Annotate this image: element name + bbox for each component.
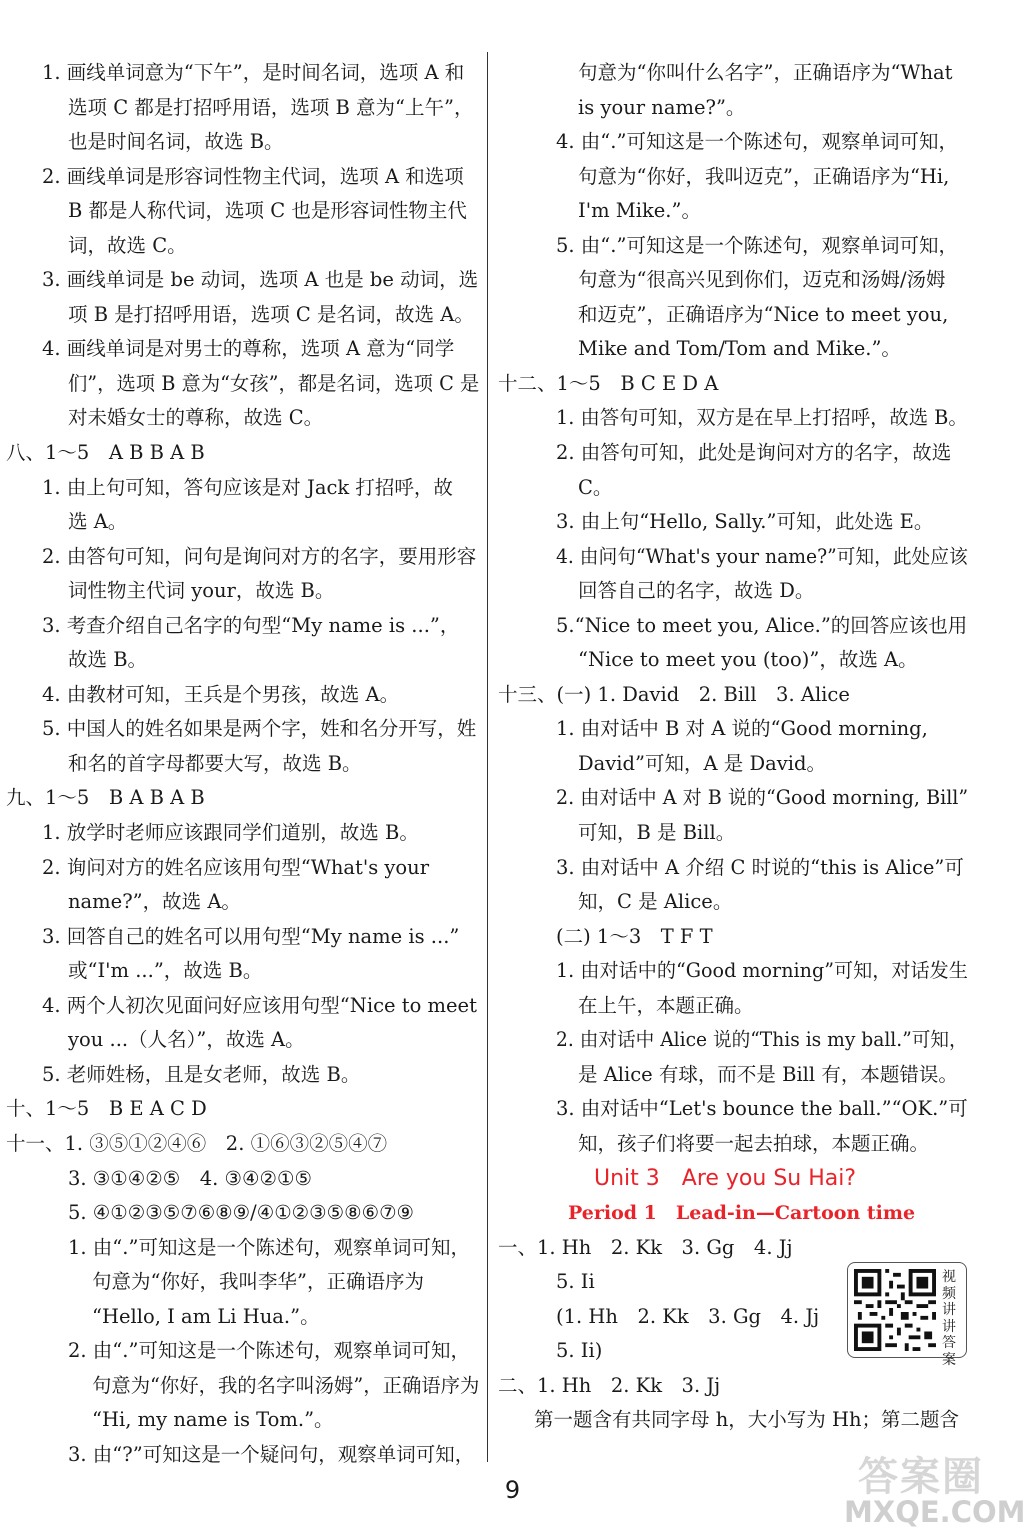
text-line [498,1196,968,1231]
line-text: 词，故选 C。 [68,233,187,257]
column-divider [487,52,488,1462]
text-line [498,160,968,195]
text-line [6,367,479,402]
text-line [498,1023,968,1058]
text-line [6,574,479,609]
line-text: “Hi, my name is Tom.”。 [92,1408,334,1432]
text-line [498,1369,968,1404]
text-line [498,1058,968,1093]
text-line [498,436,968,471]
text-line [6,885,479,920]
text-line [6,643,479,678]
text-line [6,609,479,644]
text-line [498,643,968,678]
line-text: 2. 由答句可知，问句是询问对方的名字，要用形容 [42,544,477,568]
text-line [498,367,968,402]
line-text: 九、1～5 B A B A B [6,786,205,810]
line-text: (1. Hh 2. Kk 3. Gg 4. Jj [556,1304,820,1328]
text-line [498,851,968,886]
left-column [6,56,479,1472]
line-text: 4. 由问句“What's your name?”可知，此处应该 [556,544,968,568]
line-text: 第一题含有共同字母 h，大小写为 Hh；第二题含 [534,1408,960,1432]
line-text: 选 A。 [68,510,128,534]
text-line [6,920,479,955]
text-line [498,954,968,989]
line-text: 3. ③①④②⑤ 4. ③④②①⑤ [68,1166,312,1190]
line-text: 回答自己的名字，故选 D。 [578,579,815,603]
text-line [498,574,968,609]
text-line [498,125,968,160]
text-line [6,747,479,782]
video-qr-code[interactable] [847,1262,967,1368]
line-text: 十、1～5 B E A C D [6,1097,207,1121]
text-line [498,989,968,1024]
text-line [6,1023,479,1058]
line-text: 和名的首字母都要大写，故选 B。 [68,751,362,775]
line-text: 1. 放学时老师应该跟同学们道别，故选 B。 [42,821,419,845]
text-line [6,401,479,436]
text-line [498,56,968,91]
period-title: Period 1 Lead-in—Cartoon time [568,1202,916,1225]
unit-title: Unit 3 Are you Su Hai? [594,1165,857,1191]
text-line [6,160,479,195]
text-line [6,1231,479,1266]
line-text: 2. 询问对方的姓名应该用句型“What's your [42,855,430,879]
right-column [498,56,968,1438]
line-text: is your name?”。 [578,95,746,119]
line-text: 3. 由上句“Hello, Sally.”可知，此处选 E。 [556,510,934,534]
text-line [498,1231,968,1266]
text-line [6,471,479,506]
line-text: “Hello, I am Li Hua.”。 [92,1304,320,1328]
line-text: 5. 由“.”可知这是一个陈述句，观察单词可知， [556,233,958,257]
text-line [498,1162,968,1197]
line-text: 句意为“你好，我叫迈克”，正确语序为“Hi, [578,164,950,188]
text-line [498,229,968,264]
line-text: 2. 由“.”可知这是一个陈述句，观察单词可知， [68,1339,470,1363]
text-line [498,471,968,506]
text-line [6,712,479,747]
line-text: 在上午，本题正确。 [578,993,754,1017]
line-text: David”可知，A 是 David。 [578,751,826,775]
line-text: 句意为“很高兴见到你们，迈克和汤姆/汤姆 [578,268,946,292]
text-line [6,1300,479,1335]
text-line [498,1092,968,1127]
text-line [6,505,479,540]
qr-label: 视频讲讲答案 [942,1269,956,1368]
text-line [6,1092,479,1127]
text-line [498,332,968,367]
text-line [6,194,479,229]
text-line [6,1403,479,1438]
text-line [6,1058,479,1093]
line-text: you ...（人名）”，故选 A。 [68,1028,305,1052]
text-line [6,851,479,886]
line-text: 知，孩子们将要一起去拍球，本题正确。 [578,1131,930,1155]
text-line [498,401,968,436]
line-text: 选项 C 都是打招呼用语，选项 B 意为“上午”， [68,95,474,119]
text-line [498,194,968,229]
line-text: 十三、(一) 1. David 2. Bill 3. Alice [498,682,850,706]
text-line [6,781,479,816]
text-line [6,816,479,851]
text-line [498,678,968,713]
line-text: 5. 老师姓杨，且是女老师，故选 B。 [42,1062,361,1086]
line-text: B 都是人称代词，选项 C 也是形容词性物主代 [68,199,467,223]
line-text: 项 B 是打招呼用语，选项 C 是名词，故选 A。 [68,302,474,326]
text-line [6,1334,479,1369]
line-text: 1. 由“.”可知这是一个陈述句，观察单词可知， [68,1235,470,1259]
text-line [6,954,479,989]
line-text: 句意为“你好，我的名字叫汤姆”，正确语序为 [92,1373,480,1397]
line-text: 是 Alice 有球，而不是 Bill 有，本题错误。 [578,1062,958,1086]
text-line [498,609,968,644]
line-text: 1. 由上句可知，答句应该是对 Jack 打招呼，故 [42,475,453,499]
text-line [498,91,968,126]
text-line [498,1403,968,1438]
line-text: 1. 由答句可知，双方是在早上打招呼，故选 B。 [556,406,968,430]
text-line [6,1369,479,1404]
line-text: 5. 中国人的姓名如果是两个字，姓和名分开写，姓 [42,717,477,741]
line-text: 1. 由对话中的“Good morning”可知，对话发生 [556,959,968,983]
line-text: 可知，B 是 Bill。 [578,821,736,845]
line-text: 或“I'm ...”，故选 B。 [68,959,263,983]
text-line [6,229,479,264]
text-line [6,540,479,575]
text-line [6,332,479,367]
line-text: 八、1～5 A B B A B [6,441,205,465]
line-text: 1. 由对话中 B 对 A 说的“Good morning, [556,717,928,741]
text-line [6,1162,479,1197]
text-line [6,1265,479,1300]
text-line [6,436,479,471]
watermark-logo [838,1445,1025,1531]
line-text: 故选 B。 [68,648,148,672]
text-line [498,263,968,298]
text-line [6,56,479,91]
text-line [6,298,479,333]
text-line [6,263,479,298]
text-line [6,1127,479,1162]
line-text: 2. 由答句可知，此处是询问对方的名字，故选 [556,441,952,465]
line-text: 5. Ii) [556,1339,603,1363]
qr-code-icon [854,1269,936,1351]
line-text: 们”，选项 B 意为“女孩”，都是名词，选项 C 是 [68,371,480,395]
line-text: 5.“Nice to meet you, Alice.”的回答应该也用 [556,613,968,637]
line-text: 一、1. Hh 2. Kk 3. Gg 4. Jj [498,1235,793,1259]
text-line [6,678,479,713]
line-text: I'm Mike.”。 [578,199,701,223]
line-text: 对未婚女士的尊称，故选 C。 [68,406,324,430]
text-line [6,91,479,126]
watermark-title: 答案圈 [858,1454,984,1500]
line-text: name?”，故选 A。 [68,890,241,914]
watermark-url: MXQE.COM [844,1495,1025,1529]
line-text: “Nice to meet you (too)”，故选 A。 [578,648,918,672]
text-line [498,885,968,920]
line-text: 4. 由“.”可知这是一个陈述句，观察单词可知， [556,130,958,154]
line-text: 3. 回答自己的姓名可以用句型“My name is ...” [42,924,460,948]
line-text: 十一、1. ③⑤①②④⑥ 2. ①⑥③②⑤④⑦ [6,1131,388,1155]
line-text: 3. 由对话中“Let's bounce the ball.”“OK.”可 [556,1097,968,1121]
line-text: 词性物主代词 your，故选 B。 [68,579,335,603]
text-line [6,125,479,160]
text-line [6,989,479,1024]
line-text: 3. 由“?”可知这是一个疑问句，观察单词可知， [68,1442,475,1466]
text-line [6,1196,479,1231]
text-line [498,920,968,955]
text-line [6,1438,479,1473]
text-line [498,747,968,782]
text-line [498,540,968,575]
line-text: 4. 由教材可知，王兵是个男孩，故选 A。 [42,682,400,706]
text-line [498,298,968,333]
line-text: 5. ④①②③⑤⑦⑥⑧⑨/④①②③⑤⑧⑥⑦⑨ [68,1201,415,1225]
text-line [498,816,968,851]
text-line [498,712,968,747]
line-text: 和迈克”，正确语序为“Nice to meet you, [578,302,949,326]
line-text: 2. 由对话中 A 对 B 说的“Good morning, Bill” [556,786,969,810]
line-text: 1. 画线单词意为“下午”，是时间名词，选项 A 和 [42,61,465,84]
line-text: 十二、1～5 B C E D A [498,371,719,395]
line-text: 3. 由对话中 A 介绍 C 时说的“this is Alice”可 [556,855,964,879]
page-number: 9 [504,1476,521,1504]
line-text: (二) 1～3 T F T [556,924,713,948]
text-line [498,781,968,816]
text-line [498,505,968,540]
line-text: C。 [578,475,613,499]
line-text: Mike and Tom/Tom and Mike.”。 [578,337,901,361]
line-text: 句意为“你叫什么名字”，正确语序为“What [578,61,953,84]
text-line [498,1127,968,1162]
line-text: 4. 画线单词是对男士的尊称，选项 A 意为“同学 [42,337,455,361]
line-text: 4. 两个人初次见面问好应该用句型“Nice to meet [42,993,477,1017]
line-text: 句意为“你好，我叫李华”，正确语序为 [92,1270,424,1294]
line-text: 3. 画线单词是 be 动词，选项 A 也是 be 动词，选 [42,268,479,292]
line-text: 二、1. Hh 2. Kk 3. Jj [498,1373,721,1397]
line-text: 也是时间名词，故选 B。 [68,130,284,154]
line-text: 5. Ii [556,1270,595,1294]
line-text: 3. 考查介绍自己名字的句型“My name is ...”， [42,613,460,637]
line-text: 知，C 是 Alice。 [578,890,733,914]
line-text: 2. 由对话中 Alice 说的“This is my ball.”可知， [556,1028,968,1052]
line-text: 2. 画线单词是形容词性物主代词，选项 A 和选项 [42,164,464,188]
